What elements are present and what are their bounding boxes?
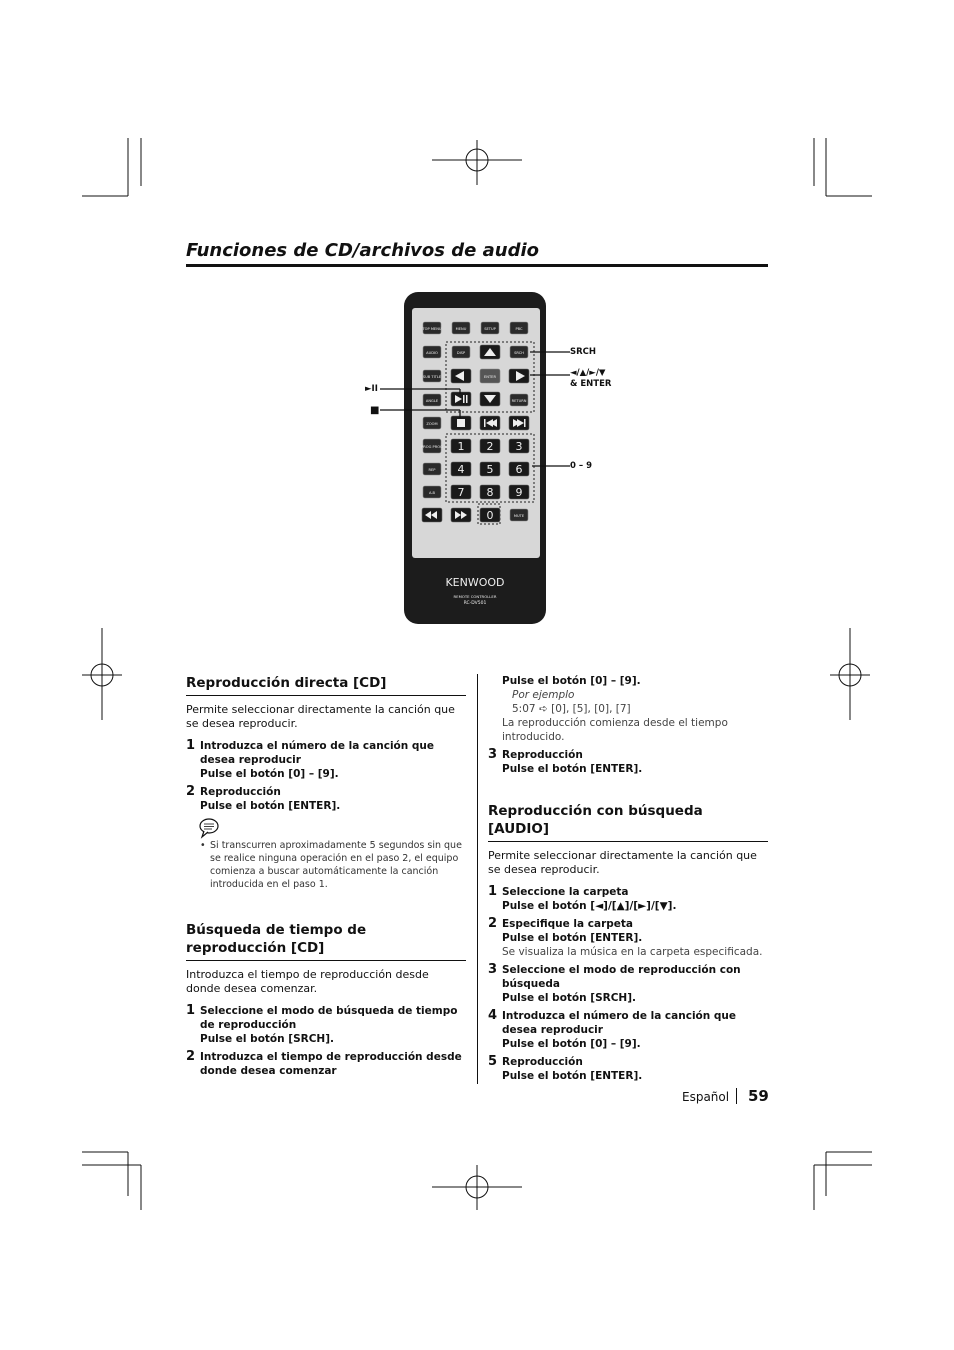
step-number: 1 (488, 884, 498, 899)
callout-digits: 0 – 9 (570, 461, 592, 471)
step (488, 748, 768, 776)
step-title: Especifique la carpeta (502, 918, 634, 930)
example-line (502, 702, 768, 716)
step-number: 4 (488, 1008, 498, 1023)
step (186, 1050, 466, 1078)
step-title: Introduzca el número de la canción que desea reproducir (200, 740, 434, 766)
digit-3: 3 (515, 440, 523, 453)
step-desc: Pulse el botón [ENTER]. (502, 1070, 643, 1082)
callout-arrows: ◄/▲/►/▼ (570, 368, 606, 378)
step-desc: Pulse el botón [0] – [9]. (200, 768, 339, 780)
step-number: 5 (488, 1054, 498, 1069)
svg-text:ENTER: ENTER (484, 375, 496, 379)
step-desc: Pulse el botón [0] – [9]. (502, 1038, 641, 1050)
digit-7: 7 (457, 486, 465, 499)
section-intro: Permite seleccionar directamente la canción que se desea reproducir. (488, 849, 757, 876)
title-rule (186, 264, 768, 267)
step-desc: Pulse el botón [ENTER]. (502, 932, 643, 944)
svg-text:SRCH: SRCH (514, 351, 524, 355)
digit-9: 9 (515, 486, 523, 499)
step (186, 1004, 466, 1046)
step-title: Seleccione la carpeta (502, 886, 629, 898)
digit-5: 5 (486, 463, 494, 476)
step (186, 739, 466, 781)
remote-model: RC-DV501 (463, 601, 487, 606)
svg-text:DISP: DISP (456, 351, 466, 355)
svg-text:ZOOM: ZOOM (426, 422, 438, 426)
step-number: 1 (186, 1003, 196, 1018)
section-title: Reproducción con búsqueda [AUDIO] (488, 802, 768, 842)
digit-1: 1 (457, 440, 465, 453)
section-intro: Introduzca el tiempo de reproducción desde donde desea comenzar. (186, 968, 429, 995)
step-title: Reproducción (502, 749, 583, 761)
digit-0: 0 (486, 509, 494, 522)
step-number: 1 (186, 738, 196, 753)
step (186, 785, 466, 813)
section-intro: Permite seleccionar directamente la canción que se desea reproducir. (186, 703, 455, 730)
after-text: La reproducción comienza desde el tiempo introducido. (502, 717, 728, 743)
right-column (488, 674, 768, 1083)
step-number: 2 (488, 916, 498, 931)
step-number: 3 (488, 962, 498, 977)
svg-text:ANGLE: ANGLE (425, 399, 439, 403)
svg-text:MUTE: MUTE (513, 514, 525, 518)
step-title: Reproducción (502, 1056, 583, 1068)
digit-4: 4 (457, 463, 465, 476)
note: • Si transcurren aproximadamente 5 segundos sin que se realice ninguna operación en el paso 2, el equipo comienza a buscar automáticamente la canción introducida en el paso 1. (200, 839, 466, 891)
step (488, 1055, 768, 1083)
step-title: Introduzca el tiempo de reproducción desde donde desea comenzar (200, 1051, 462, 1077)
digit-8: 8 (486, 486, 494, 499)
column-divider (477, 674, 478, 1084)
step-title: Seleccione el modo de reproducción con búsqueda (502, 964, 741, 990)
example-label: Por ejemplo (512, 689, 575, 701)
callout-play-pause: ►II (365, 384, 378, 394)
step-desc: Pulse el botón [◄]/[▲]/[►]/[▼]. (502, 900, 677, 912)
step (488, 885, 768, 913)
note-text: Si transcurren aproximadamente 5 segundos sin que se realice ninguna operación en el paso 2, el equipo comienza a buscar automáticamente la canción introducida en el paso 1. (210, 840, 462, 890)
svg-text:A-B: A-B (428, 491, 436, 495)
footer-divider (736, 1088, 737, 1104)
example-keys: [0], [5], [0], [7] (551, 703, 631, 715)
svg-text:PROG PROG: PROG PROG (421, 445, 443, 449)
left-column (186, 674, 466, 1078)
step-number: 2 (186, 1049, 196, 1064)
callout-stop: ■ (370, 405, 380, 416)
footer-language: Español (682, 1090, 730, 1104)
step-desc: Pulse el botón [SRCH]. (502, 992, 636, 1004)
svg-text:PBC: PBC (515, 327, 523, 331)
callout-enter: & ENTER (570, 379, 612, 389)
svg-text:SETUP: SETUP (484, 327, 496, 331)
section-title: Reproducción directa [CD] (186, 674, 466, 696)
section-title: Búsqueda de tiempo de reproducción [CD] (186, 921, 466, 961)
remote-brand: KENWOOD (445, 576, 505, 589)
digit-6: 6 (515, 463, 523, 476)
note-icon (198, 817, 222, 839)
remote-subtitle: REMOTE CONTROLLER (453, 594, 497, 599)
step-desc: Pulse el botón [ENTER]. (502, 763, 643, 775)
page-number: 59 (748, 1087, 769, 1105)
svg-text:REP: REP (428, 468, 436, 472)
step-desc: Pulse el botón [SRCH]. (200, 1033, 334, 1045)
callout-srch: SRCH (570, 347, 597, 357)
step-desc: Pulse el botón [0] – [9]. (502, 675, 641, 687)
step-desc: Pulse el botón [ENTER]. (200, 800, 341, 812)
svg-text:MENU: MENU (455, 327, 467, 331)
svg-text:TOP MENU: TOP MENU (422, 327, 442, 331)
svg-text:RETURN: RETURN (511, 399, 527, 403)
svg-text:AUDIO: AUDIO (426, 351, 438, 355)
page-title: Funciones de CD/archivos de audio (186, 240, 539, 261)
example-arrow: ➪ (538, 703, 548, 715)
step-extra: Se visualiza la música en la carpeta especificada. (502, 946, 763, 958)
step-title: Introduzca el número de la canción que desea reproducir (502, 1010, 736, 1036)
step-title: Seleccione el modo de búsqueda de tiempo de reproducción (200, 1005, 458, 1031)
step (488, 1009, 768, 1051)
step-number: 2 (186, 784, 196, 799)
example-value: 5:07 (512, 703, 536, 715)
svg-text:SUB TITLE: SUB TITLE (422, 375, 442, 379)
remote-illustration (360, 288, 620, 628)
step-number: 3 (488, 747, 498, 762)
step-title: Reproducción (200, 786, 281, 798)
step (488, 963, 768, 1005)
digit-2: 2 (486, 440, 494, 453)
step (488, 917, 768, 959)
